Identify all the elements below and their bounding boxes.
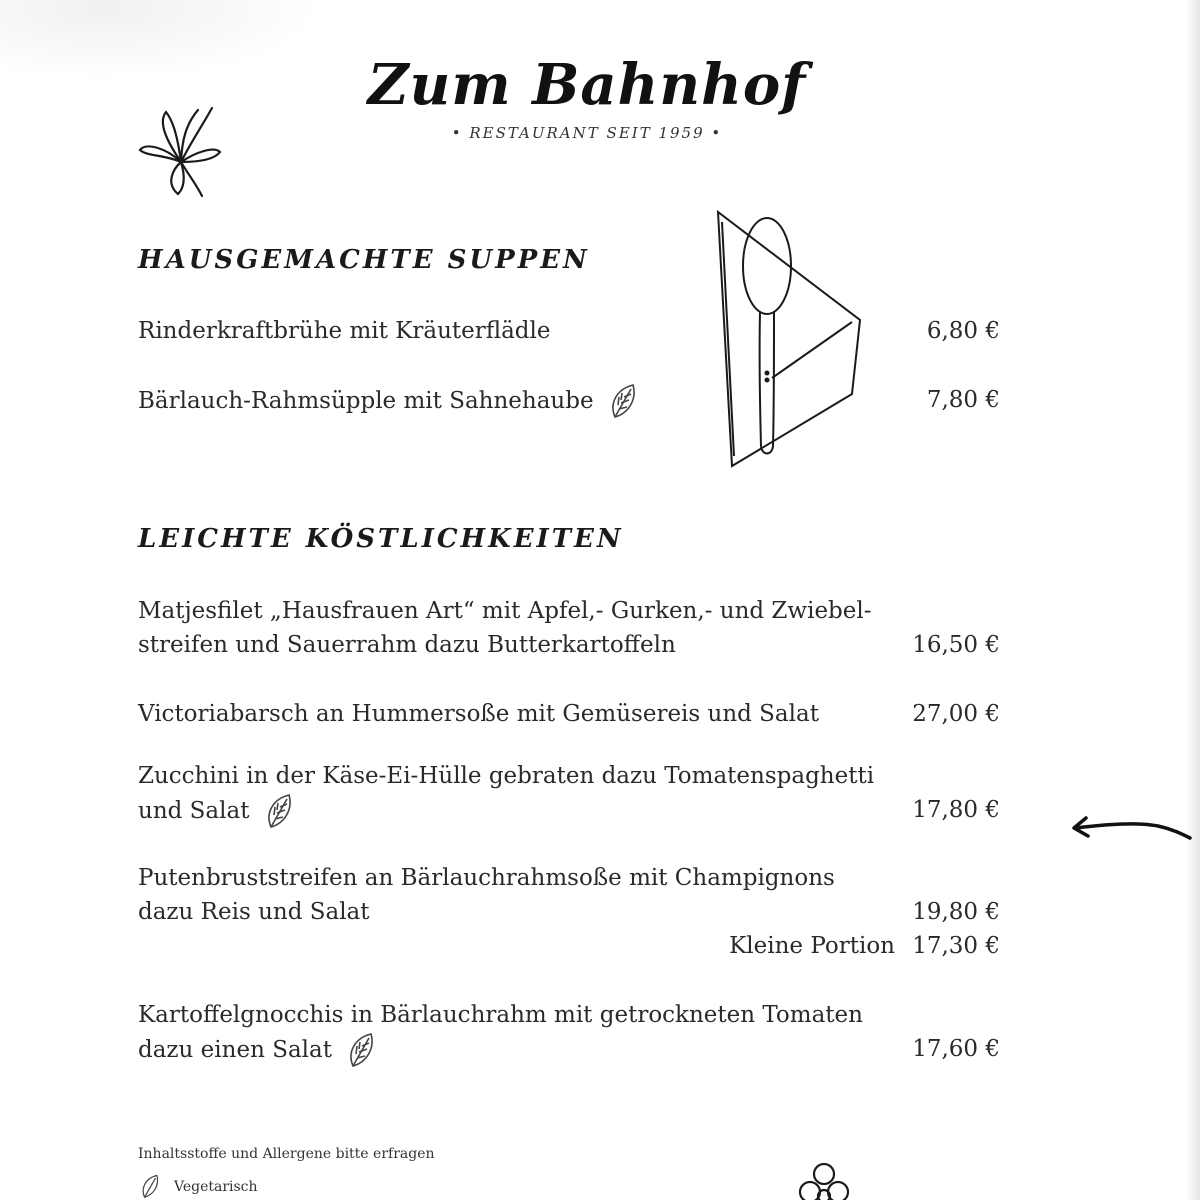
leaf-icon: [609, 383, 637, 421]
menu-item-line-text: dazu einen Salat: [138, 1037, 332, 1063]
page-edge-shadow: [1186, 0, 1200, 1200]
menu-item-price: 6,80 €: [926, 318, 1000, 344]
menu-item-line: Putenbruststreifen an Bärlauchrahmsoße mit Champignons: [138, 865, 835, 891]
section-title-suppen: HAUSGEMACHTE SUPPEN: [138, 245, 590, 275]
leaf-icon: [347, 1032, 375, 1070]
menu-item-line: Zucchini in der Käse-Ei-Hülle gebraten dazu Tomatenspaghetti: [138, 763, 875, 789]
vegetarian-legend: [138, 1174, 258, 1200]
menu-item-price: 27,00 €: [912, 701, 1000, 727]
menu-item-name: Victoriabarsch an Hummersoße mit Gemüsereis und Salat: [138, 701, 819, 727]
menu-item-line: [138, 793, 874, 831]
menu-item-price: 7,80 €: [926, 387, 1000, 413]
menu-item: [138, 759, 874, 831]
menu-item: [138, 861, 835, 929]
arrow-left-icon: [1068, 812, 1192, 848]
spoon-napkin-illustration: [712, 208, 872, 476]
menu-item: [138, 594, 872, 662]
menu-item-price: 16,50 €: [912, 632, 1000, 658]
restaurant-subtitle: • RESTAURANT SEIT 1959 •: [451, 124, 723, 142]
menu-item: [138, 383, 637, 421]
menu-item-line: Matjesfilet „Hausfrauen Art“ mit Apfel,- Gurken,- und Zwiebel-: [138, 598, 872, 624]
menu-item-price: 19,80 €: [912, 899, 1000, 925]
leaf-icon: [138, 1174, 162, 1200]
small-portion-label: Kleine Portion: [729, 933, 895, 959]
menu-item-line: [138, 1032, 863, 1070]
grapes-icon: [792, 1160, 856, 1200]
restaurant-title: Zum Bahnhof: [367, 52, 807, 118]
allergen-note: Inhaltsstoffe und Allergene bitte erfragen: [138, 1146, 435, 1162]
menu-item: [138, 314, 551, 348]
menu-item: [138, 697, 819, 731]
small-portion-price: 17,30 €: [912, 933, 1000, 959]
vegetarian-label: Vegetarisch: [174, 1179, 258, 1195]
flower-icon: [136, 100, 226, 200]
menu-item-price: 17,60 €: [912, 1036, 1000, 1062]
menu-item-line: streifen und Sauerrahm dazu Butterkartoffeln: [138, 632, 676, 658]
section-title-leichte: LEICHTE KÖSTLICHKEITEN: [138, 524, 624, 554]
menu-item-name: Rinderkraftbrühe mit Kräuterflädle: [138, 318, 551, 344]
menu-item-line-text: und Salat: [138, 798, 250, 824]
leaf-icon: [265, 793, 293, 831]
menu-item-price: 17,80 €: [912, 797, 1000, 823]
menu-item-line: dazu Reis und Salat: [138, 899, 370, 925]
menu-item-name: Bärlauch-Rahmsüpple mit Sahnehaube: [138, 388, 594, 414]
menu-item-line: Kartoffelgnocchis in Bärlauchrahm mit getrockneten Tomaten: [138, 1002, 863, 1028]
menu-item: [138, 998, 863, 1070]
